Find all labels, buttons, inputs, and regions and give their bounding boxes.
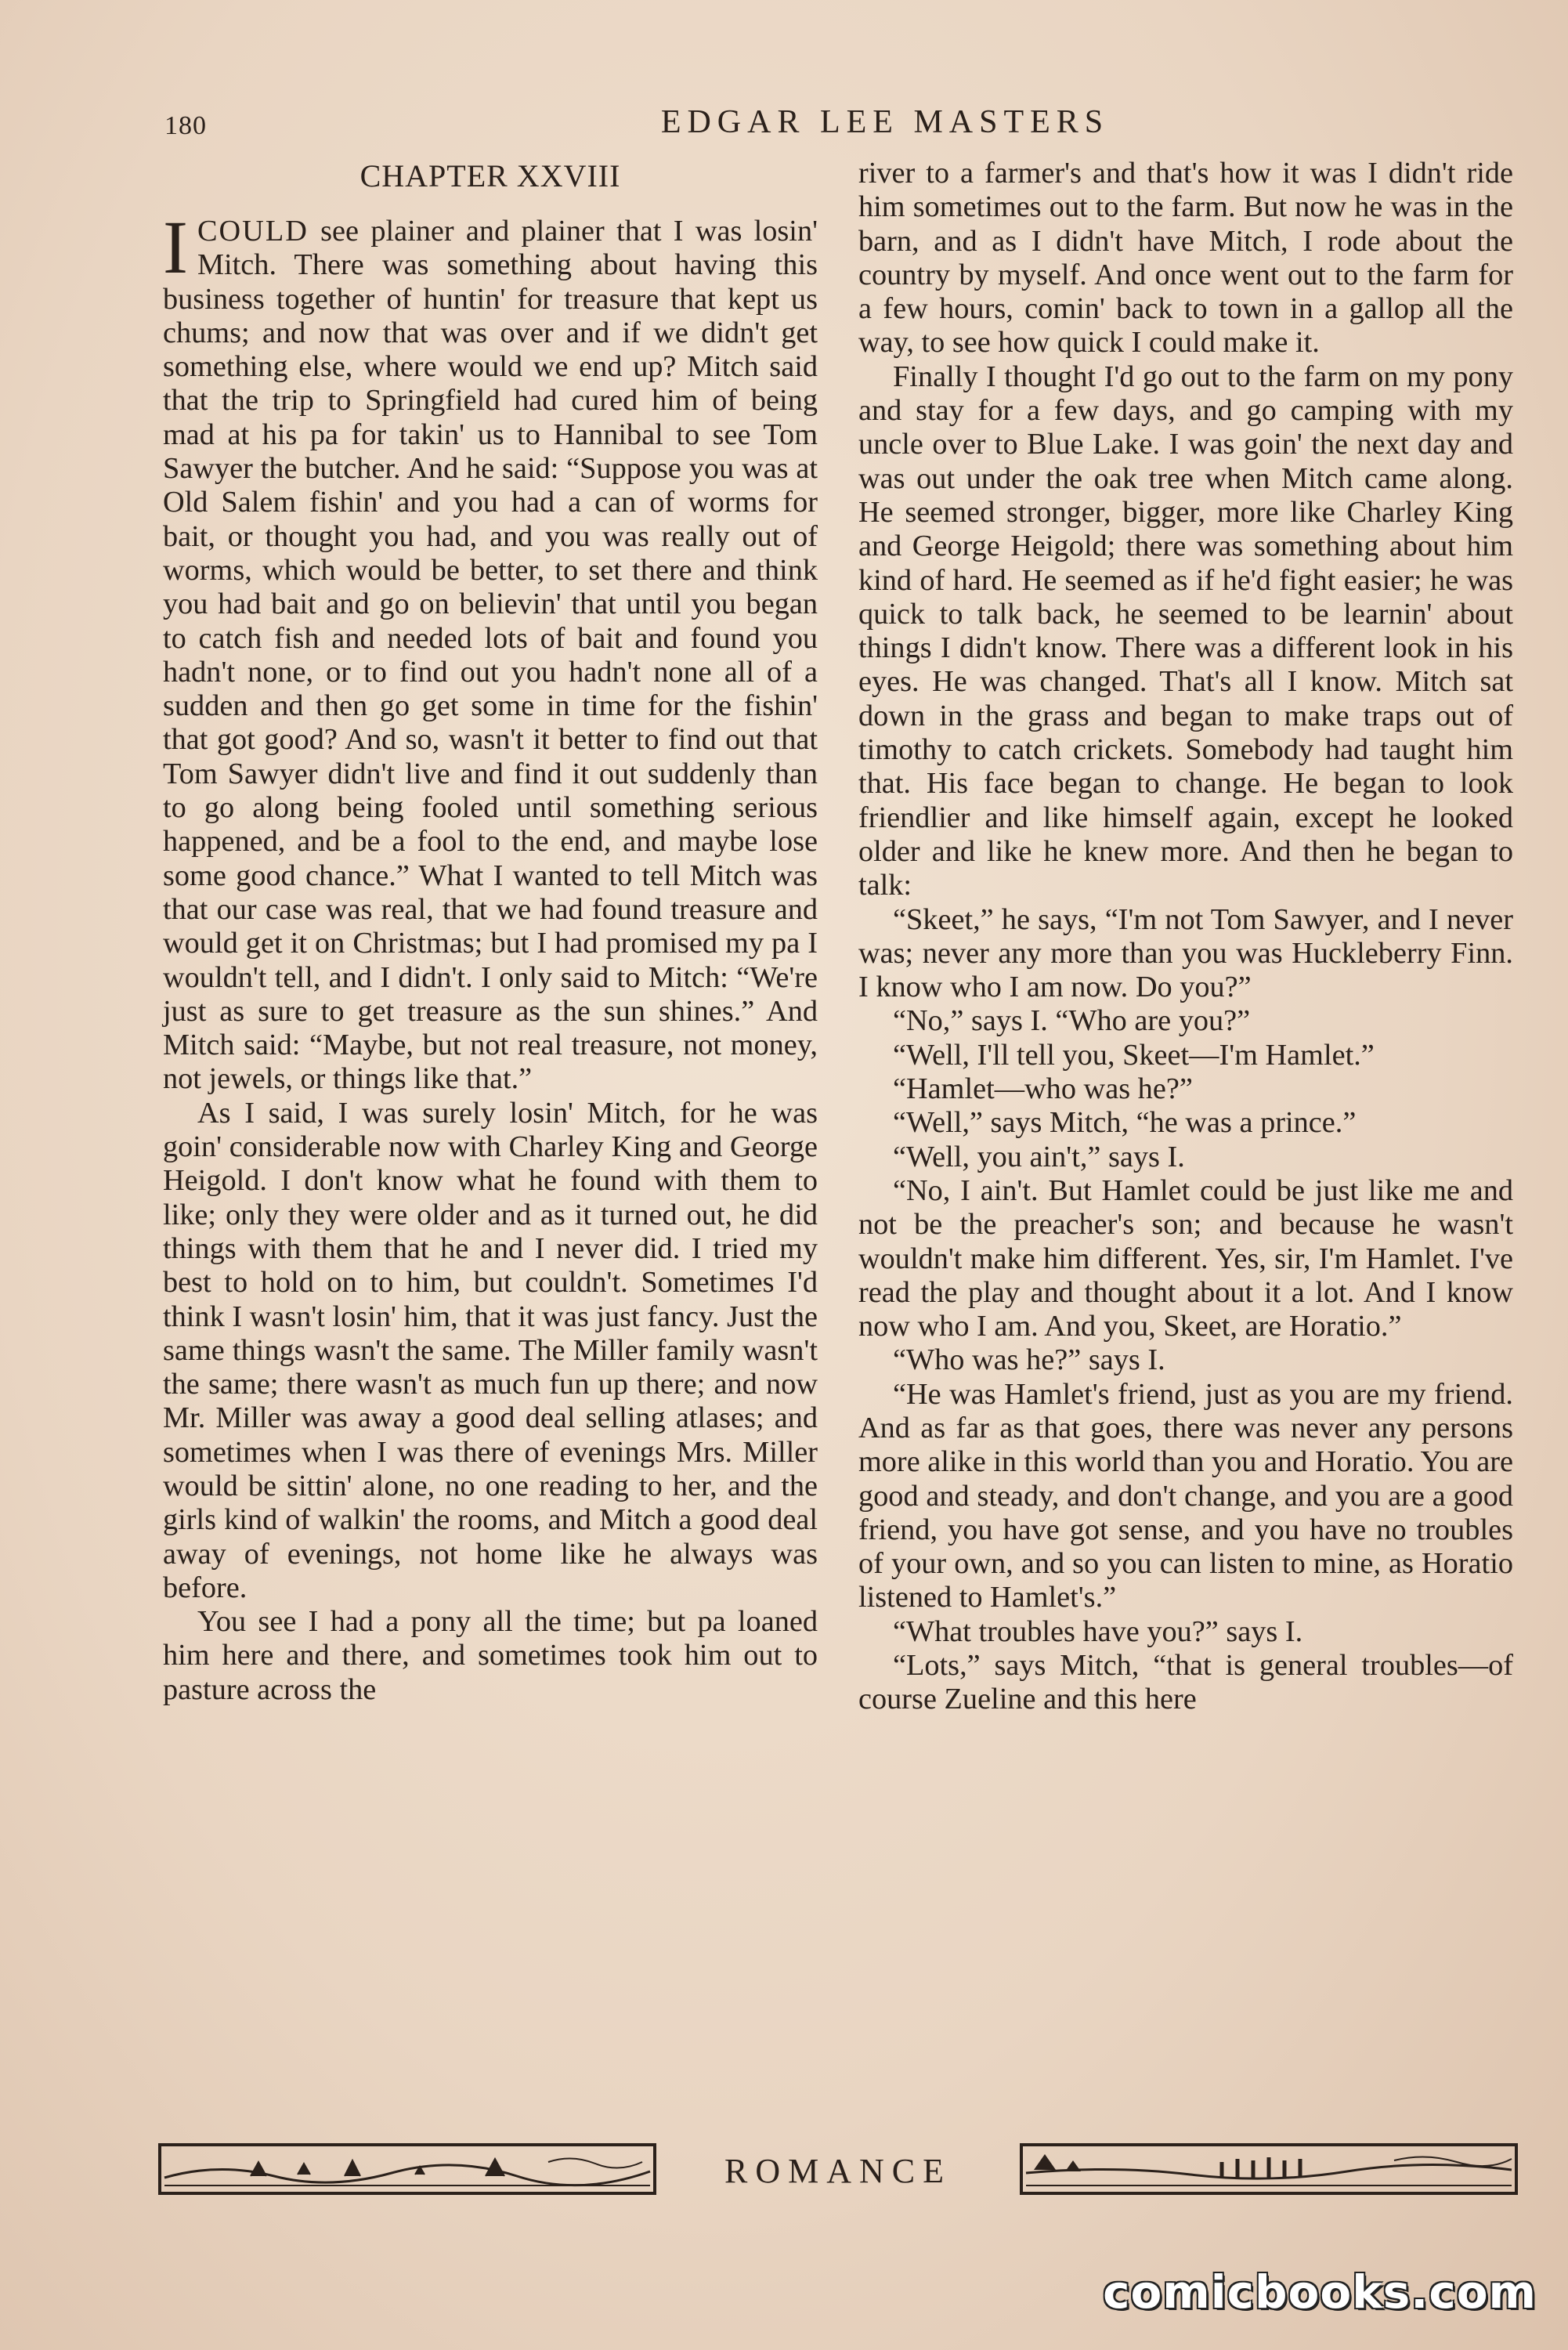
paragraph: “Well, I'll tell you, Skeet—I'm Hamlet.”	[893, 1038, 1375, 1072]
paragraph: “He was Hamlet's friend, just as you are my friend. And as far as that goes, there was never any persons more alike in this world than you and Horatio. You are good and steady, and don't change, and you are a good friend, you have got sense, and you have no troubles of your own, and so you can listen to mine, as Horatio listened to Hamlet's.”	[858, 1377, 1514, 1614]
paragraph: “Hamlet—who was he?”	[893, 1072, 1193, 1106]
opening-paragraph-text: see plainer and plainer that I was losin' Mitch. There was something about having this business together of huntin' for treasure that kept us chums; and now that was over and if we didn't get something else, where would we end up? Mitch said that the trip to Springfield had cured him of being mad at his pa for takin' us to Hannibal to see Tom Sawyer the butcher. And he said: “Suppose you was at Old Salem fishin' and you had a can of worms for bait, or thought you had, and you was really out of worms, which would be better, to set there and think you had bait and go on believin' that until you began to catch fish and needed lots of bait and found you hadn't none, or to find out you hadn't none all of a sudden and then go get some in time for the fishin' that got good? And so, wasn't it better to find out that Tom Sawyer didn't live and find it out suddenly than to go along being fooled until something serious happened, and be a fool to the end, and maybe lose some good chance.” What I wanted to tell Mitch was that our case was real, that we had found treasure and would get it on Christmas; but I had promised my pa I wouldn't tell, and I didn't. I only said to Mitch: “We're just as sure to get treasure as the sun shines.” And Mitch said: “Maybe, but not real treasure, not money, not jewels, or things like that.”	[163, 215, 818, 1096]
watermark: comicbooks.com	[1103, 2265, 1537, 2319]
paragraph: As I said, I was surely losin' Mitch, for he was goin' considerable now with Charley King and George Heigold. I don't know what he found with them to like; only they were older and as it turned out, he did things with them that he and I never did. I tried my best to hold on to him, but couldn't. Sometimes I'd think I wasn't losin' him, that it was just fancy. Just the same things wasn't the same. The Miller family wasn't the same; there wasn't as much fun up there; and now Mr. Miller was away a good deal selling atlases; and sometimes when I was there of evenings Mrs. Miller would be sittin' alone, no one reading to her, and the girls kind of walkin' the rooms, and Mitch a good deal away of evenings, not home like he always was before.	[163, 1096, 818, 1604]
drop-cap: I	[163, 205, 188, 289]
paragraph: “Well,” says Mitch, “he was a prince.”	[893, 1106, 1357, 1140]
paragraph: river to a farmer's and that's how it was I didn't ride him sometimes out to the farm. But now he was in the barn, and as I didn't have Mitch, I rode about the country by myself. And once went out to the farm for a few hours, comin' back to town in a gallop all the way, to see how quick I could make it.	[858, 157, 1513, 360]
footer-title: ROMANCE	[724, 2152, 952, 2190]
left-column	[163, 157, 818, 1707]
paragraph: “What troubles have you?” says I.	[893, 1614, 1303, 1648]
landscape-ornament-right	[1018, 2131, 1519, 2201]
paragraph: “Who was he?” says I.	[893, 1343, 1165, 1377]
paragraph: You see I had a pony all the time; but pa loaned him here and there, and sometimes took him out to pasture across the	[163, 1605, 818, 1706]
paragraph: Finally I thought I'd go out to the farm on my pony and stay for a few days, and go camping with my uncle over to Blue Lake. I was goin' the next day and was out under the oak tree when Mitch came along. He seemed stronger, bigger, more like Charley King and George Heigold; there was something about him kind of hard. He seemed as if he'd fight easier; he was quick to talk back, he seemed to be learnin' about things I didn't know. There was a different look in his eyes. He was changed. That's all I know. Mitch sat down in the grass and began to make traps out of timothy to catch crickets. Somebody had taught him that. His face began to change. He began to look friendlier and like himself again, except he looked older and like he knew more. And then he began to talk:	[858, 360, 1513, 902]
running-title: EDGAR LEE MASTERS	[660, 104, 1110, 140]
opening-words: COULD	[197, 215, 309, 248]
page-number: 180	[164, 111, 207, 140]
footer	[157, 2131, 1519, 2209]
chapter-heading: CHAPTER XXVIII	[359, 158, 621, 193]
opening-paragraph	[163, 205, 818, 1097]
paragraph: “No, I ain't. But Hamlet could be just like me and not be the preacher's son; and because he wasn't wouldn't make him different. Yes, sir, I'm Hamlet. I've read the play and thought about it a lot. And I know now who I am. And you, Skeet, are Horatio.”	[858, 1173, 1513, 1343]
paragraph: “Skeet,” he says, “I'm not Tom Sawyer, and I never was; never any more than you was Huckleberry Finn. I know who I am now. Do you?”	[858, 902, 1513, 1004]
paragraph: “Lots,” says Mitch, “that is general troubles—of course Zueline and this here	[858, 1649, 1513, 1716]
paragraph: “Well, you ain't,” says I.	[893, 1140, 1185, 1173]
running-head	[164, 103, 1496, 150]
paragraph: “No,” says I. “Who are you?”	[893, 1004, 1251, 1038]
right-column	[858, 157, 1513, 1717]
